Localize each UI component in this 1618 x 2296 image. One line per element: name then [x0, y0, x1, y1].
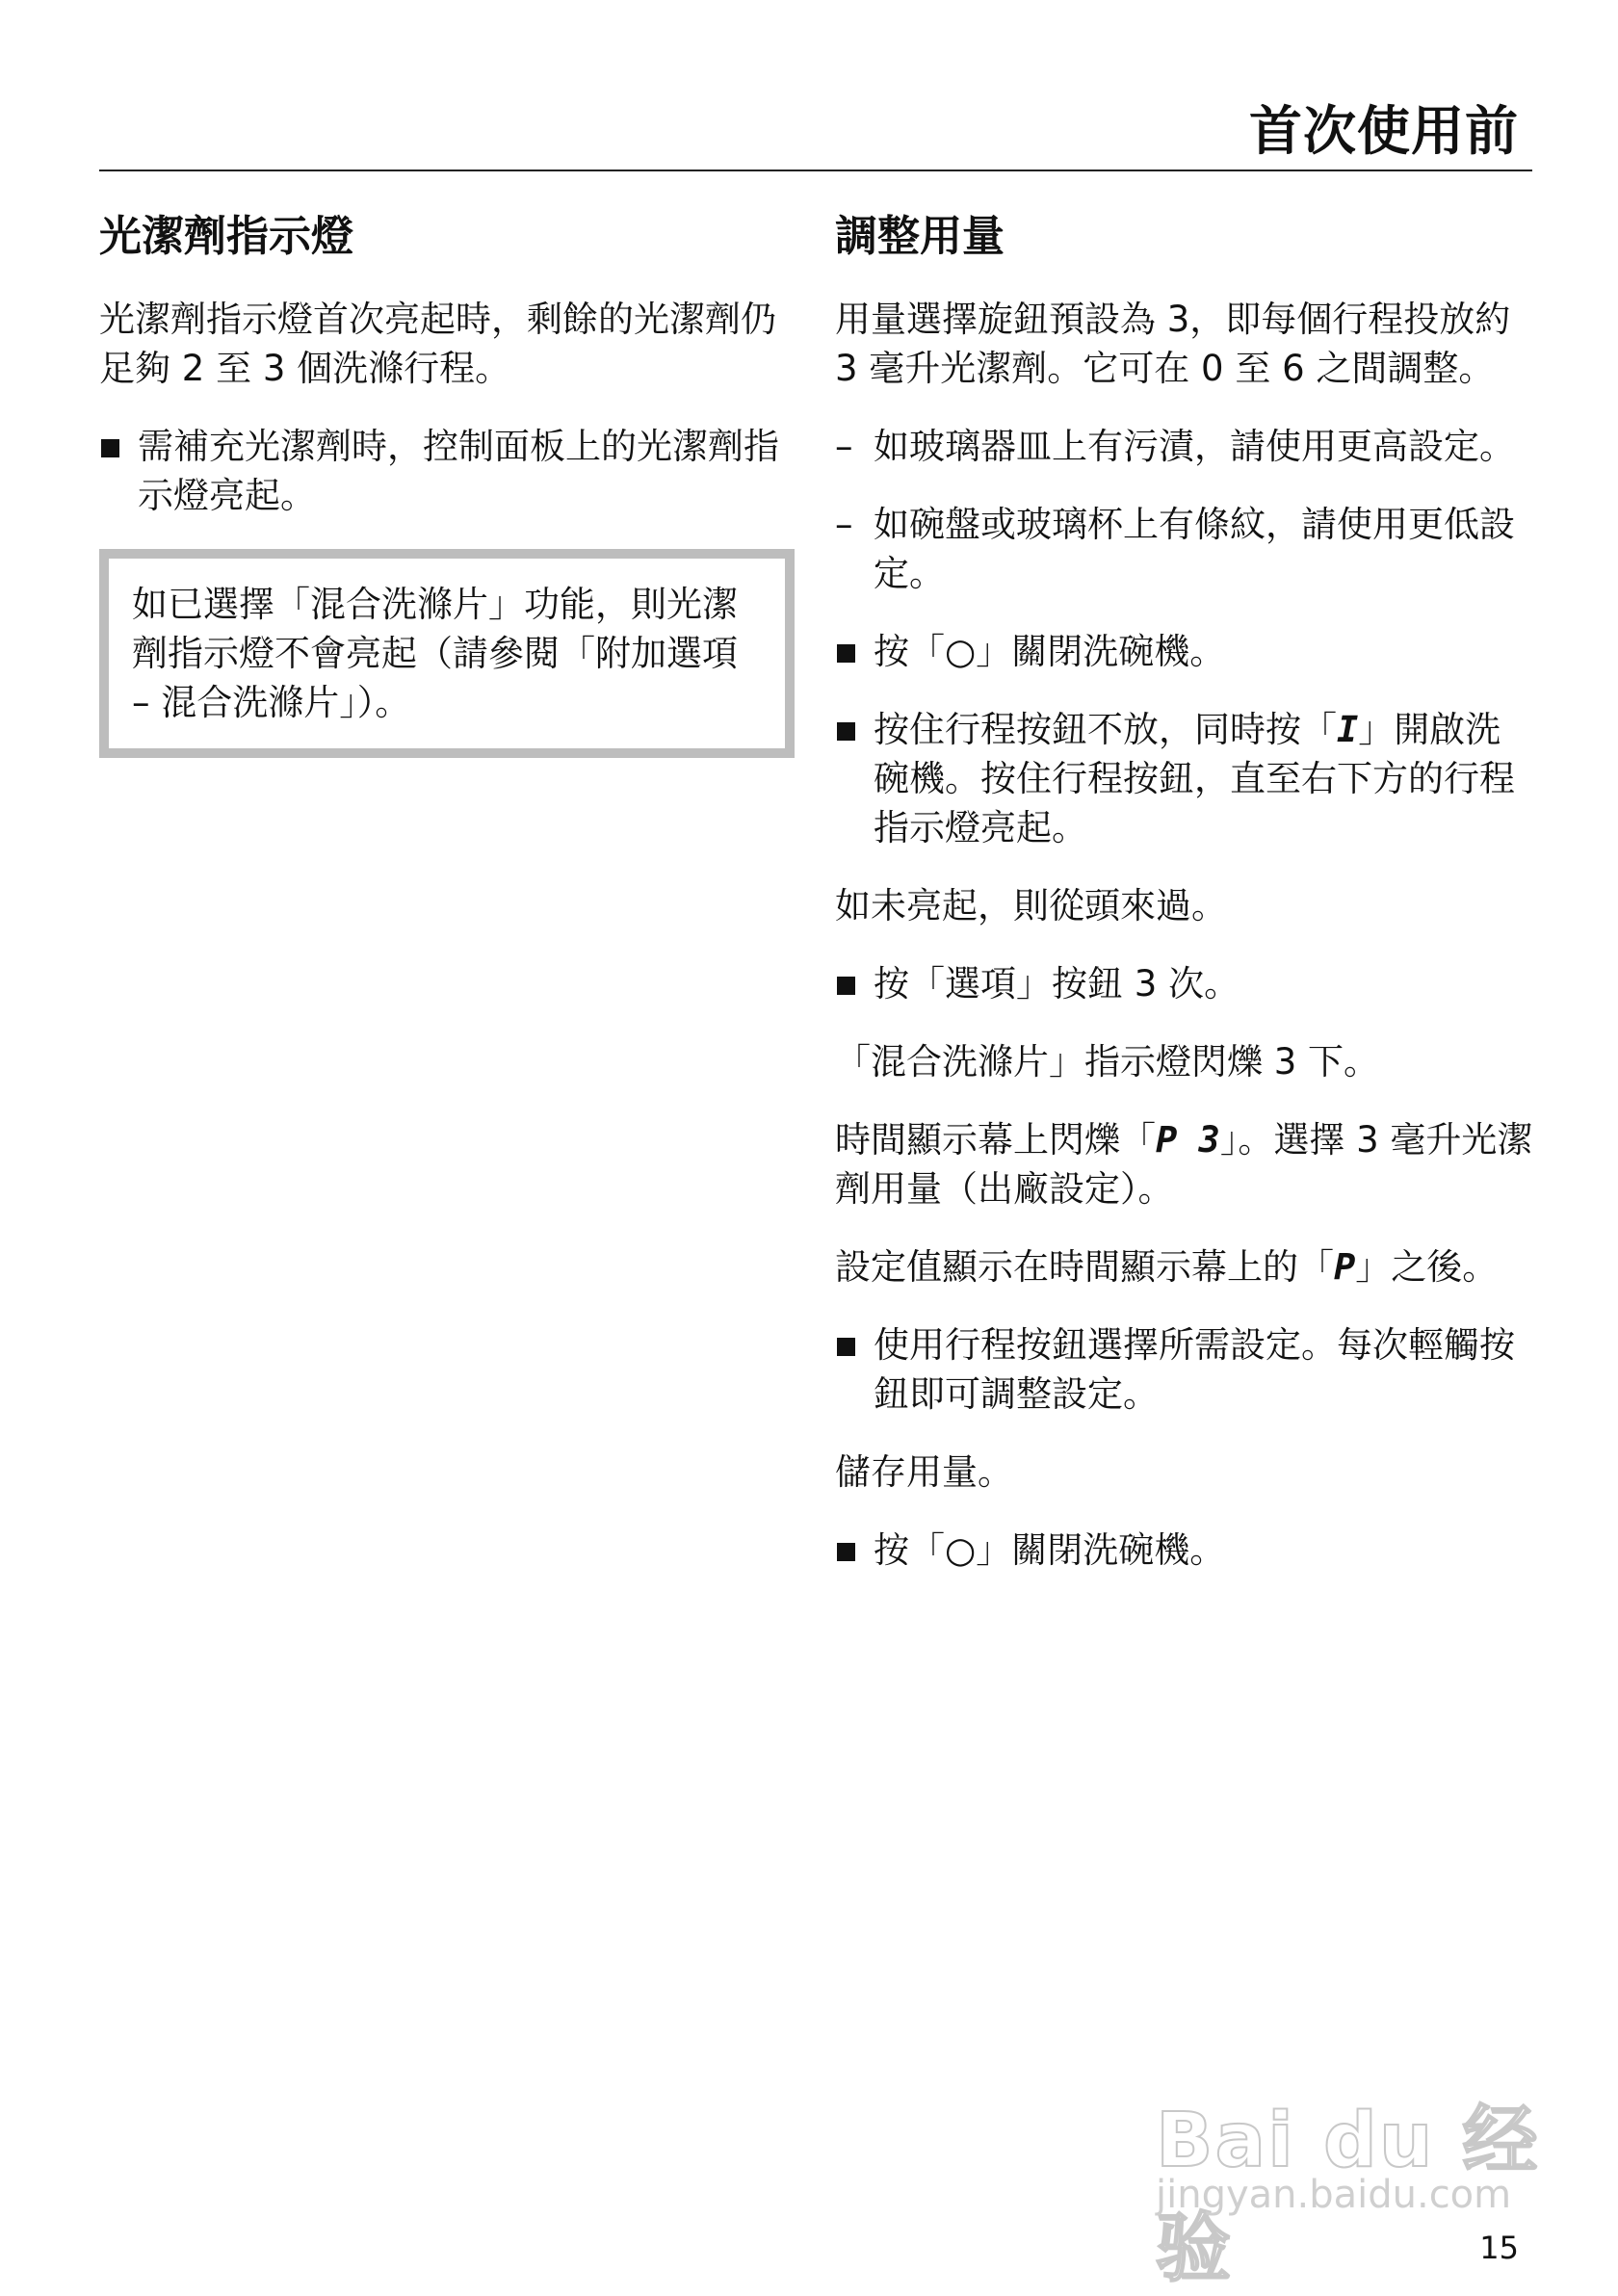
step-press-options-text: 按「選項」按鈕 3 次。	[874, 963, 1240, 1004]
right-column	[835, 210, 1534, 1604]
value-note-a: 設定值顯示在時間顯示幕上的「	[835, 1246, 1334, 1288]
header-rule	[99, 170, 1532, 171]
step-select-setting	[835, 1320, 1534, 1419]
page-header-title: 首次使用前	[1248, 100, 1519, 162]
dosage-intro: 用量選擇旋鈕預設為 3，即每個行程投放約 3 毫升光潔劑。它可在 0 至 6 之間調整。	[835, 299, 1511, 389]
dash-marker: –	[835, 426, 853, 467]
step-power-on-text-b: 」開啟洗碗機。按住行程按鈕，直至右下方的行程指示燈亮起。	[874, 709, 1515, 848]
dash-text-lower: 如碗盤或玻璃杯上有條紋，請使用更低設定。	[874, 504, 1515, 594]
page-number: 15	[1479, 2230, 1519, 2266]
rinse-aid-indicator-heading: 光潔劑指示燈	[99, 212, 353, 261]
step-power-off-final	[835, 1526, 1534, 1575]
square-bullet-icon	[837, 1543, 855, 1561]
save-note: 儲存用量。	[835, 1451, 1013, 1493]
bullet-text: 需補充光潔劑時，控制面板上的光潔劑指示燈亮起。	[138, 426, 779, 516]
value-note	[835, 1242, 1534, 1292]
square-bullet-icon	[837, 722, 855, 741]
bullet-item	[99, 422, 793, 520]
step-power-off	[835, 627, 1534, 676]
step-press-options	[835, 959, 1534, 1008]
rinse-aid-intro: 光潔劑指示燈首次亮起時，剩餘的光潔劑仍足夠 2 至 3 個洗滌行程。	[99, 299, 776, 389]
dash-text-higher: 如玻璃器皿上有污漬，請使用更高設定。	[874, 426, 1515, 467]
square-bullet-icon	[837, 977, 855, 995]
note-text: 如已選擇「混合洗滌片」功能，則光潔劑指示燈不會亮起（請參閱「附加選項 – 混合洗滌片」）。	[132, 584, 738, 723]
watermark-brand: Bai du 经验	[1156, 2098, 1540, 2292]
note-box	[99, 549, 795, 758]
step-power-on	[835, 705, 1534, 852]
step-power-on-text-a: 按住行程按鈕不放，同時按「	[874, 709, 1337, 750]
value-code: P	[1334, 1246, 1356, 1288]
display-note-b: 」。選擇 3 毫升光潔劑用量（出廠設定）。	[835, 1119, 1533, 1210]
dash-item-higher	[835, 422, 1534, 471]
step-power-off-text: 按「○」關閉洗碗機。	[874, 631, 1226, 672]
display-code: P 3	[1156, 1119, 1220, 1161]
dash-marker: –	[835, 504, 853, 545]
display-note-a: 時間顯示幕上閃爍「	[835, 1119, 1156, 1161]
flash-note: 「混合洗滌片」指示燈閃爍 3 下。	[835, 1041, 1380, 1083]
square-bullet-icon	[837, 1338, 855, 1356]
adjust-dosage-heading: 調整用量	[835, 212, 1005, 261]
square-bullet-icon	[101, 439, 119, 457]
watermark-url: jingyan.baidu.com	[1156, 2173, 1512, 2217]
dash-item-lower	[835, 500, 1534, 598]
display-note	[835, 1115, 1534, 1213]
left-column	[99, 210, 793, 758]
value-note-b: 」之後。	[1355, 1246, 1499, 1288]
step-power-off-final-text: 按「○」關閉洗碗機。	[874, 1529, 1226, 1571]
power-on-symbol: I	[1337, 709, 1359, 750]
retry-note: 如未亮起，則從頭來過。	[835, 885, 1227, 926]
step-select-setting-text: 使用行程按鈕選擇所需設定。每次輕觸按鈕即可調整設定。	[874, 1324, 1515, 1415]
square-bullet-icon	[837, 644, 855, 663]
